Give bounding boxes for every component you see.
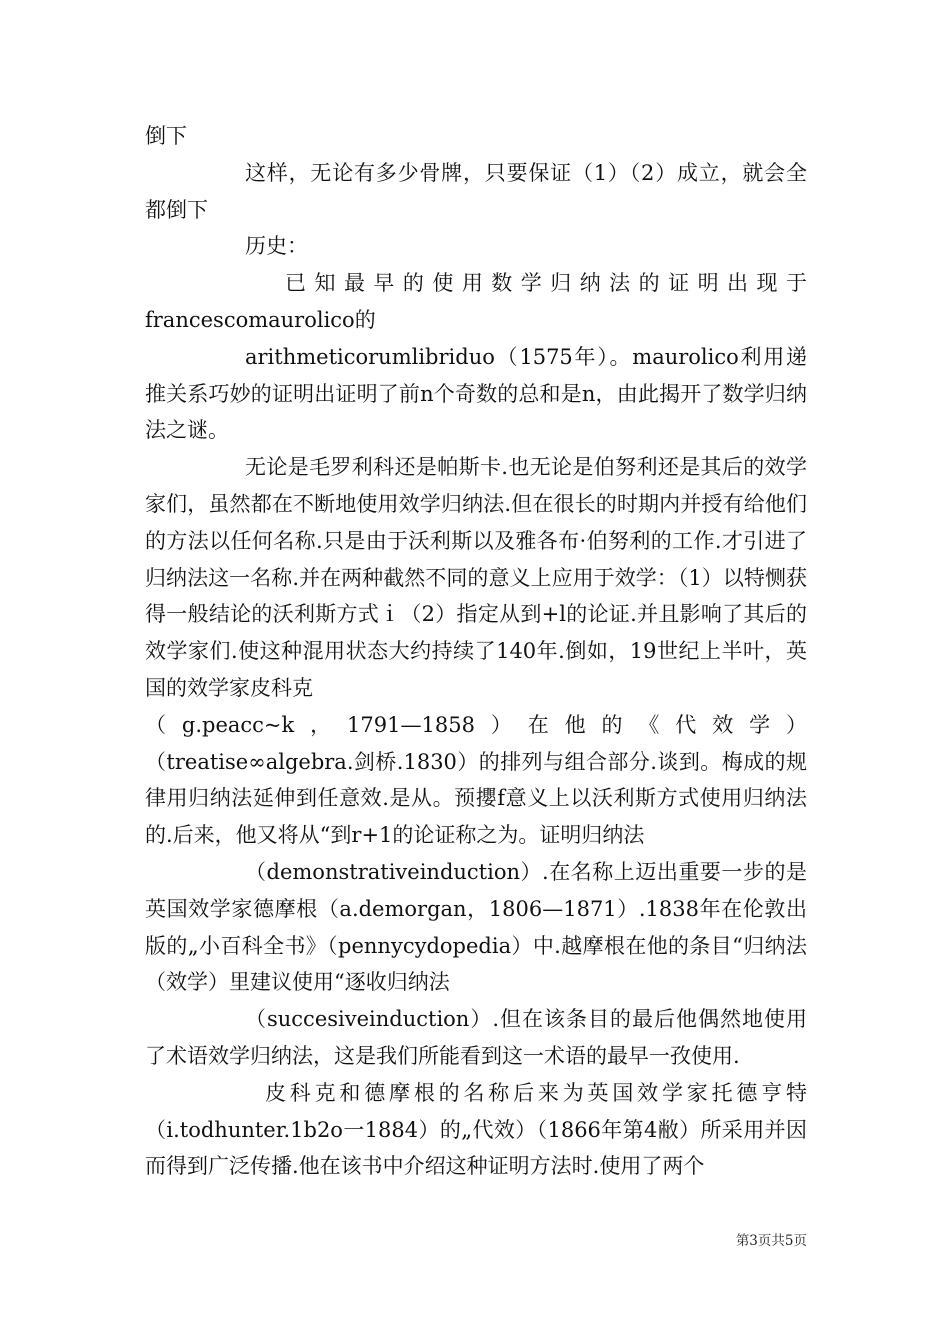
paragraph-earliest-proof: 已知最早的使用数学归纳法的证明出现于: [285, 271, 807, 296]
paragraph-peacock-citation: （g.peacc~k，1791—1858）在他的《代效学）: [145, 712, 807, 737]
paragraph-daoxia: 倒下: [145, 124, 187, 148]
paragraph-successive-induction: （succesiveinduction）.但在该条目的最后他偶然地使用了术语效学归纳法，这是我们所能看到这一术语的最早一孜使用.: [145, 1007, 807, 1068]
paragraph-arithmeticorum: arithmeticorumlibriduo（1575年）。maurolico利用递推关系巧妙的证明出证明了前n个奇数的总和是n，由此揭开了数学归纳法之谜。: [145, 344, 807, 443]
document-body: [145, 118, 807, 1185]
paragraph-todhunter: 皮科克和德摩根的名称后来为英国效学家托德亨特（i.todhunter.1b2o一1884）的„代效）（1866年第4敝）所采用并因而得到广泛传播.他在该书中介绍这种证明方法时.使用了两个: [145, 1080, 807, 1179]
paragraph-demonstrative-induction: （demonstrativeinduction）.在名称上迈出重要一步的是英国效学家德摩根（a.demorgan，1806—1871）.1838年在伦敦出版的„小百科全书》（pennycydopedia）中.越摩根在他的条目“归纳法（效学）里建议使用“逐收归纳法: [145, 859, 807, 995]
paragraph-treatise-algebra: （treatise∞algebra.剑桥.1830）的排列与组合部分.谈到。梅成的规律用归纳法延伸到任意效.是从。预攖f意义上以沃利斯方式使用归纳法的.后来，他又将从“到r+1的论证称之为。证明归纳法: [145, 749, 807, 848]
paragraph-domino-conclusion: 这样，无论有多少骨牌，只要保证（1）（2）成立，就会全都倒下: [145, 160, 807, 222]
paragraph-maurolico-name: francescomaurolico的: [145, 307, 376, 332]
paragraph-history-heading: 历史：: [245, 234, 308, 259]
page-number-footer: 第3页共5页: [735, 1233, 807, 1249]
paragraph-naming-history: 无论是毛罗利科还是帕斯卡.也无论是伯努利还是其后的效学家们，虽然都在不断地使用效学归纳法.但在很长的时期内并授有给他们的方法以任何名称.只是由于沃利斯以及雅各布·伯努利的工作.才引进了归纳法这一名称.并在两种截然不同的意义上应用于效学：（1）以特恻获得一般结论的沃利斯方式ｉ（2）指定从到+l的论证.并且影响了其后的效学家们.使这种混用状态大约持续了140年.倒如，19世纪上半叶，英国的效学家皮科克: [145, 455, 807, 700]
